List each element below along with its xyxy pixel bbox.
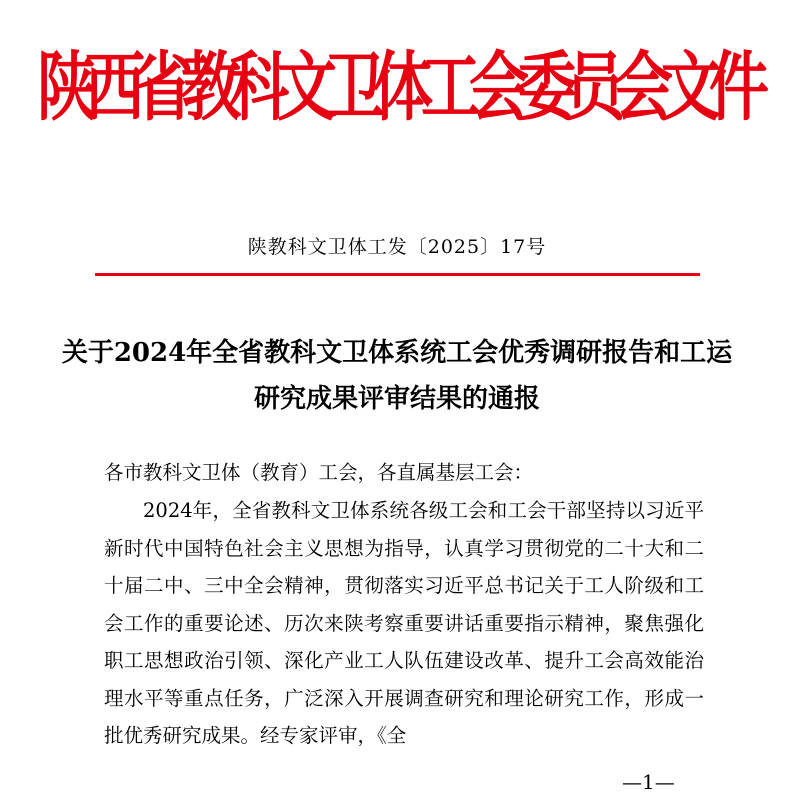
document-header-title: 陕西省教科文卫体工会委员会文件 (37, 44, 757, 132)
red-divider-line (95, 273, 700, 276)
document-number: 陕教科文卫体工发〔2025〕17号 (247, 236, 547, 258)
page-number: —1— (622, 770, 675, 794)
salutation: 各市教科文卫体（教育）工会，各直属基层工会： (104, 461, 534, 484)
notice-title: 关于2024年全省教科文卫体系统工会优秀调研报告和工运研究成果评审结果的通报 (61, 338, 733, 414)
body-paragraph: 2024年，全省教科文卫体系统各级工会和工会干部坚持以习近平新时代中国特色社会主义思想为指导，认真学习贯彻党的二十大和二十届二中、三中全会精神，贯彻落实习近平总书记关于工人阶级和工会工作的重要论述、历次来陕考察重要讲话重要指示精神，聚焦强化职工思想政治引领、深化产业工人队伍建设改革、提升工会高效能治理水平等重点任务，广泛深入开展调查研究和理论研究工作，形成一批优秀研究成果。经专家评审，《全 (104, 499, 704, 747)
